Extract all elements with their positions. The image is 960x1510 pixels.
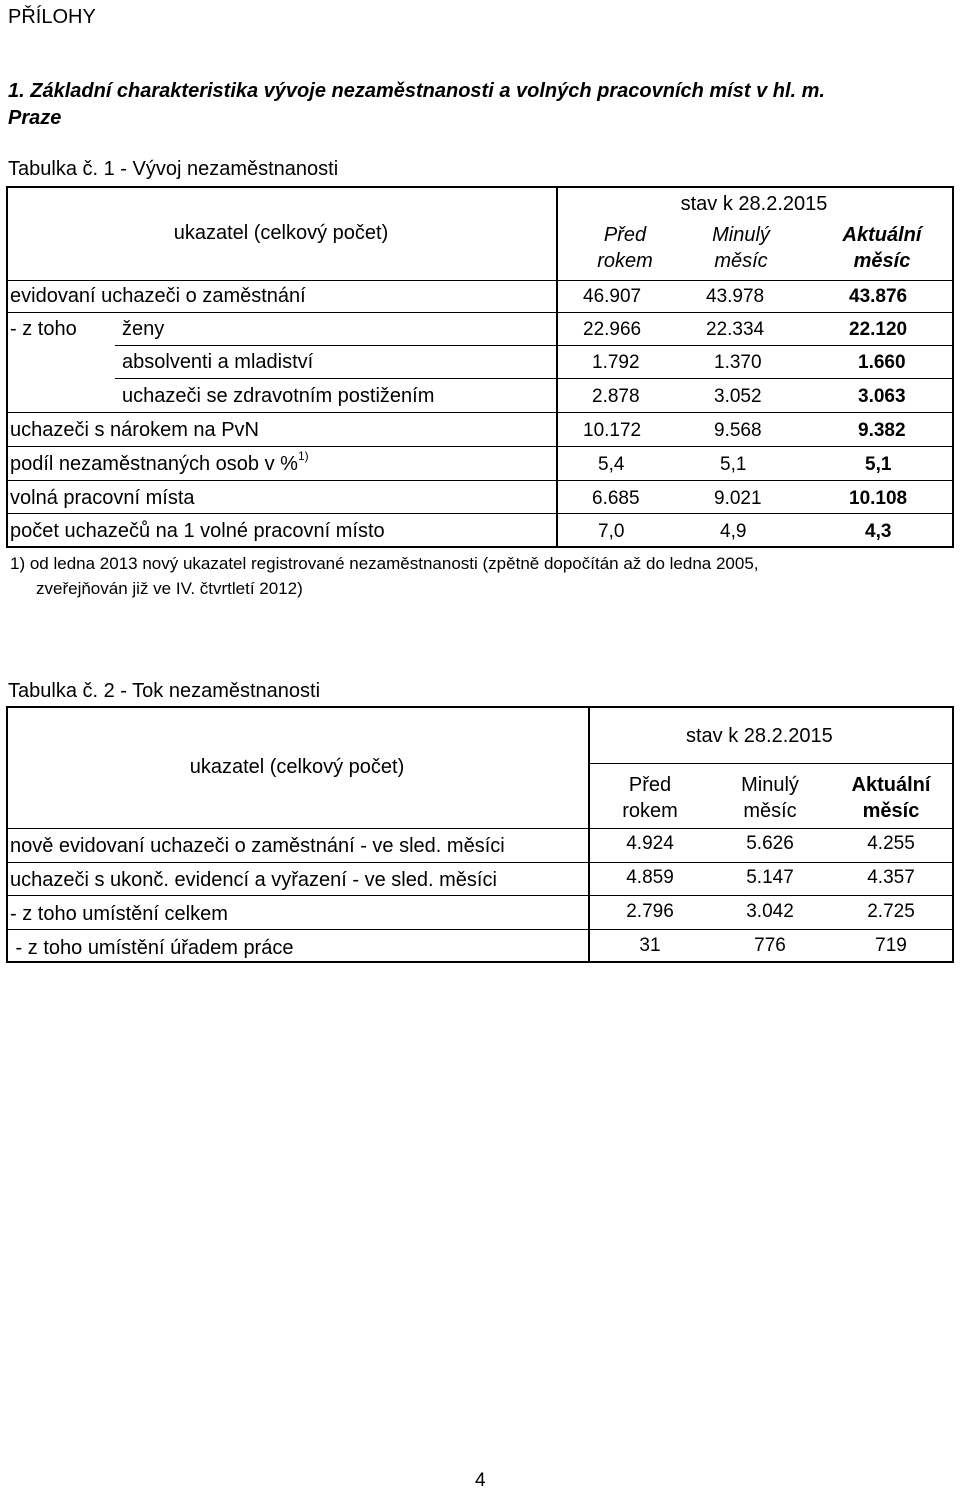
- table1-cell: 22.334: [706, 319, 765, 340]
- table2-row-label: - z toho umístění úřadem práce: [10, 937, 294, 959]
- table1-cell: 5,1: [720, 454, 747, 475]
- table1-cell-current: 9.382: [858, 420, 906, 441]
- table1-cell: 5,4: [598, 454, 625, 475]
- table1-col-prev-year: Před rokem: [597, 224, 653, 272]
- table2-indicator-header: ukazatel (celkový počet): [189, 756, 405, 778]
- table2-cell: 719: [875, 935, 907, 956]
- table1-row-label: uchazeči s nárokem na PvN: [10, 419, 260, 441]
- chapter-title-line2: Praze: [8, 107, 62, 129]
- section-title: PŘÍLOHY: [8, 6, 96, 28]
- table2-cell: 4.357: [867, 867, 915, 888]
- table2-col-prev-year: Před rokem: [622, 774, 678, 822]
- table1-indicator-header: ukazatel (celkový počet): [173, 222, 389, 244]
- table2-caption: Tabulka č. 2 - Tok nezaměstnanosti: [8, 680, 321, 702]
- table2-row-label: nově evidovaní uchazeči o zaměstnání - ve sled. měsíci: [10, 835, 505, 857]
- table1-footnote-line1: 1) od ledna 2013 nový ukazatel registrované nezaměstnanosti (zpětně dopočítán až do ledna 2005,: [10, 554, 759, 573]
- chapter-title-line1: 1. Základní charakteristika vývoje nezaměstnanosti a volných pracovních míst v hl. m.: [8, 80, 825, 102]
- table2-cell: 5.626: [746, 833, 794, 854]
- table1-row-label: počet uchazečů na 1 volné pracovní místo: [10, 520, 385, 542]
- table2-row-label: uchazeči s ukonč. evidencí a vyřazení - ve sled. měsíci: [10, 869, 497, 891]
- table2-col-prev-month: Minulý měsíc: [741, 774, 799, 822]
- table2-date-header: stav k 28.2.2015: [686, 725, 833, 747]
- table1-date-header: stav k 28.2.2015: [680, 193, 828, 215]
- table1-cell: 9.021: [714, 488, 762, 509]
- table1-cell-current: 10.108: [849, 488, 908, 509]
- table2-cell: 5.147: [746, 867, 794, 888]
- table1-cell: 43.978: [706, 286, 765, 307]
- table1-cell: 46.907: [583, 286, 642, 307]
- table1-cell: 2.878: [592, 386, 640, 407]
- table2-cell: 4.859: [626, 867, 674, 888]
- table1-cell-current: 22.120: [849, 319, 908, 340]
- table1-cell-current: 5,1: [865, 454, 892, 475]
- table2-cell: 31: [639, 935, 661, 956]
- table1-row-label: evidovaní uchazeči o zaměstnání: [10, 285, 306, 307]
- table2-row-label: - z toho umístění celkem: [10, 903, 228, 925]
- table2-cell: 2.725: [867, 901, 915, 922]
- table1-cell-current: 3.063: [858, 386, 906, 407]
- table1-cell-current: 4,3: [865, 521, 892, 542]
- table1-footnote-line2: zveřejňován již ve IV. čtvrtletí 2012): [36, 579, 303, 598]
- table1-cell: 22.966: [583, 319, 642, 340]
- table2-cell: 776: [754, 935, 786, 956]
- table1-cell: 9.568: [714, 420, 762, 441]
- table1-row-label: absolventi a mladiství: [122, 351, 314, 373]
- table1-cell: 6.685: [592, 488, 640, 509]
- table1-row-label: ženy: [122, 318, 165, 340]
- table2-cell: 3.042: [746, 901, 794, 922]
- table1-row-label: podíl nezaměstnaných osob v %$^{1)}$: [10, 449, 309, 475]
- page-number: 4: [475, 1470, 486, 1491]
- table1-caption: Tabulka č. 1 - Vývoj nezaměstnanosti: [8, 158, 339, 180]
- table1-cell: 4,9: [720, 521, 747, 542]
- table1-cell: 1.370: [714, 352, 762, 373]
- table1-col-prev-month: Minulý měsíc: [712, 224, 770, 272]
- table2-cell: 2.796: [626, 901, 674, 922]
- table1-cell: 7,0: [598, 521, 625, 542]
- table1-cell: 3.052: [714, 386, 762, 407]
- table1-col-current-month: Aktuální měsíc: [842, 224, 922, 272]
- table2-col-current-month: Aktuální měsíc: [851, 774, 931, 822]
- table2-cell: 4.924: [626, 833, 674, 854]
- table1-group-label: - z toho: [10, 318, 77, 340]
- table1-cell-current: 43.876: [849, 286, 908, 307]
- table1-cell-current: 1.660: [858, 352, 906, 373]
- table2-cell: 4.255: [867, 833, 915, 854]
- table1-row-label: volná pracovní místa: [10, 487, 195, 509]
- table1-row-label: uchazeči se zdravotním postižením: [122, 385, 435, 407]
- table1-cell: 1.792: [592, 352, 640, 373]
- table1-cell: 10.172: [583, 420, 642, 441]
